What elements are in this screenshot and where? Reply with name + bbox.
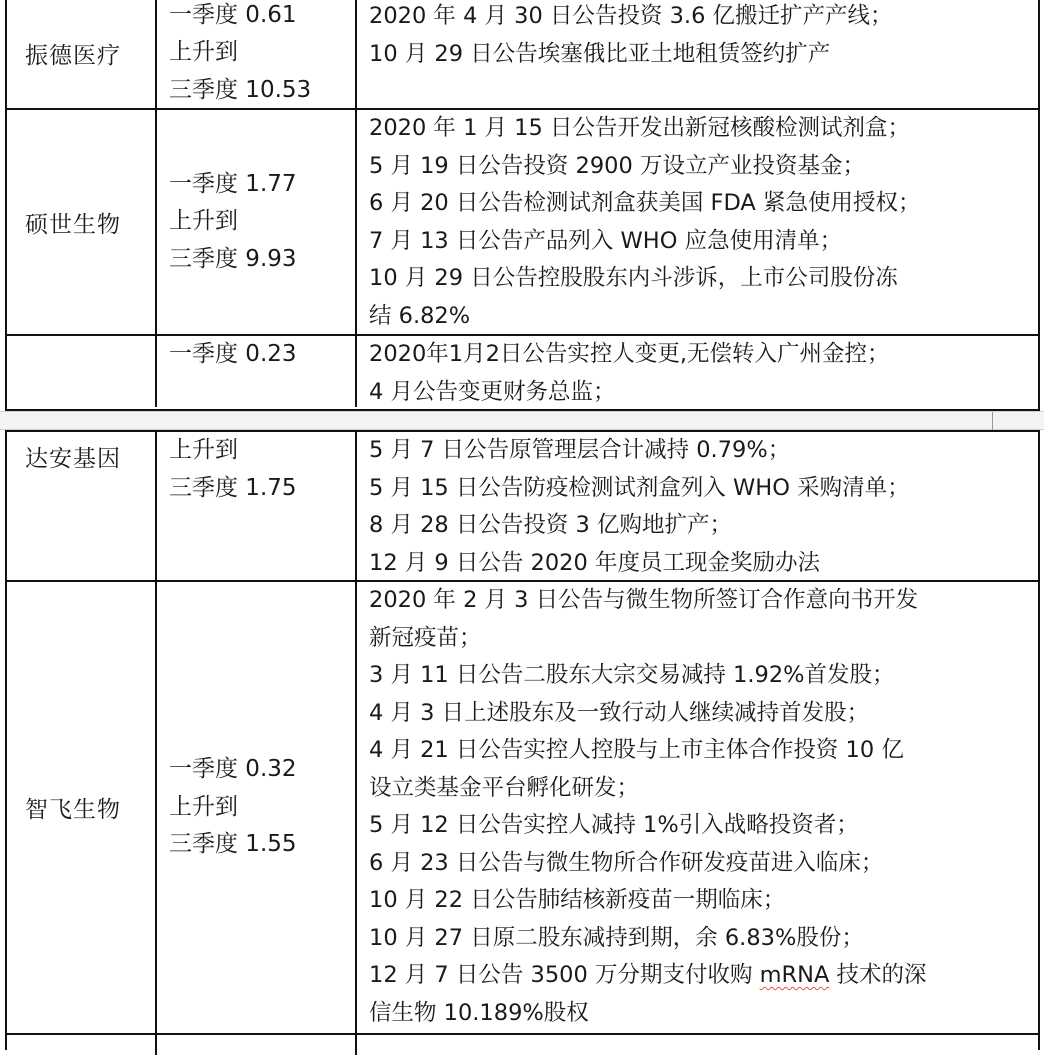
event-line: 设立类基金平台孵化研发； <box>369 774 640 801</box>
event-line: 2020年1月2日公告实控人变更,无偿转入广州金控； <box>369 341 890 367</box>
eps-change-cell <box>157 1035 357 1055</box>
event-line: 10 月 29 日公告埃塞俄比亚土地租赁签约扩产 <box>369 40 831 67</box>
event-line: 10 月 27 日原二股东减持到期，余 6.83%股份； <box>369 924 864 951</box>
event-line: 5 月 19 日公告投资 2900 万设立产业投资基金； <box>369 152 865 179</box>
events-cell <box>357 582 1038 1033</box>
table-row-daan-part2 <box>7 432 1038 582</box>
table-row-zhifei <box>7 582 1038 1035</box>
eps-line: 三季度 10.53 <box>169 76 312 103</box>
events-cell <box>357 432 1038 580</box>
event-line: 6 月 23 日公告与微生物所合作研发疫苗进入临床； <box>369 849 884 876</box>
event-line <box>369 957 1038 995</box>
event-line: 10 月 22 日公告肺结核新疫苗一期临床； <box>369 887 786 913</box>
eps-change-cell <box>157 582 357 1033</box>
company-cell <box>7 336 157 407</box>
event-line: 4 月 3 日上述股东及一致行动人继续减持首发股； <box>369 699 870 726</box>
event-line: 5 月 7 日公告原管理层合计减持 0.79%； <box>369 437 791 463</box>
event-line: 4 月公告变更财务总监； <box>369 378 616 405</box>
event-line: 新冠疫苗； <box>369 624 482 651</box>
event-line: 2020 年 2 月 3 日公告与微生物所签订合作意向书开发 <box>369 587 919 613</box>
eps-line: 上升到 <box>169 39 238 66</box>
eps-line: 三季度 1.55 <box>169 831 297 858</box>
eps-change-cell <box>157 336 357 407</box>
eps-line: 一季度 0.32 <box>169 756 297 783</box>
event-line: 7 月 13 日公告产品列入 WHO 应急使用清单； <box>369 227 843 254</box>
page-margin-marker <box>992 412 993 431</box>
company-cell: 达安基因 <box>7 432 157 580</box>
table-bottom-fragment <box>5 430 1040 1050</box>
event-line: 信生物 10.189%股权 <box>369 999 589 1026</box>
event-line: 2020 年 4 月 30 日公告投资 3.6 亿搬迁扩产产线； <box>369 3 893 29</box>
table-row-daan-part1 <box>7 336 1038 407</box>
table-row-zhende <box>7 0 1038 110</box>
event-line: 5 月 12 日公告实控人减持 1%引入战略投资者； <box>369 812 859 838</box>
page-break-gap <box>0 411 1044 430</box>
event-text: 12 月 7 日公告 3500 万分期支付收购 <box>369 962 760 988</box>
table-row-shuoshi <box>7 110 1038 336</box>
table-top-fragment <box>5 0 1040 411</box>
eps-line: 一季度 1.77 <box>169 170 297 197</box>
company-cell: 智飞生物 <box>7 582 157 1033</box>
event-line: 4 月 21 日公告实控人控股与上市主体合作投资 10 亿 <box>369 737 904 763</box>
event-line: 8 月 28 日公告投资 3 亿购地扩产； <box>369 512 733 538</box>
event-line: 2020 年 1 月 15 日公告开发出新冠核酸检测试剂盒； <box>369 115 910 141</box>
table-row-next <box>7 1035 1038 1055</box>
events-cell <box>357 336 1038 407</box>
company-cell <box>7 1035 157 1055</box>
spellcheck-flagged-word: mRNA <box>759 962 830 988</box>
eps-change-cell <box>157 110 357 334</box>
eps-line: 三季度 9.93 <box>169 245 297 272</box>
events-cell <box>357 110 1038 334</box>
event-line: 10 月 29 日公告控股股东内斗涉诉，上市公司股份冻 <box>369 265 898 291</box>
event-line: 6 月 20 日公告检测试剂盒获美国 FDA 紧急使用授权； <box>369 190 921 216</box>
eps-line: 三季度 1.75 <box>169 474 297 501</box>
eps-line: 上升到 <box>169 793 238 820</box>
eps-line: 上升到 <box>169 208 238 235</box>
eps-line: 一季度 0.61 <box>169 1 297 28</box>
eps-line: 一季度 0.23 <box>169 341 297 367</box>
eps-line: 上升到 <box>169 437 238 463</box>
event-line: 结 6.82% <box>369 302 471 329</box>
event-text: 技术的深 <box>829 962 927 988</box>
events-cell <box>357 1035 1038 1055</box>
company-cell: 硕世生物 <box>7 110 157 334</box>
event-line: 12 月 9 日公告 2020 年度员工现金奖励办法 <box>369 549 820 576</box>
events-cell <box>357 0 1038 108</box>
company-cell: 振德医疗 <box>7 0 157 108</box>
event-line: 5 月 15 日公告防疫检测试剂盒列入 WHO 采购清单； <box>369 474 910 501</box>
event-line: 3 月 11 日公告二股东大宗交易减持 1.92%首发股； <box>369 662 895 688</box>
eps-change-cell <box>157 0 357 108</box>
eps-change-cell <box>157 432 357 580</box>
